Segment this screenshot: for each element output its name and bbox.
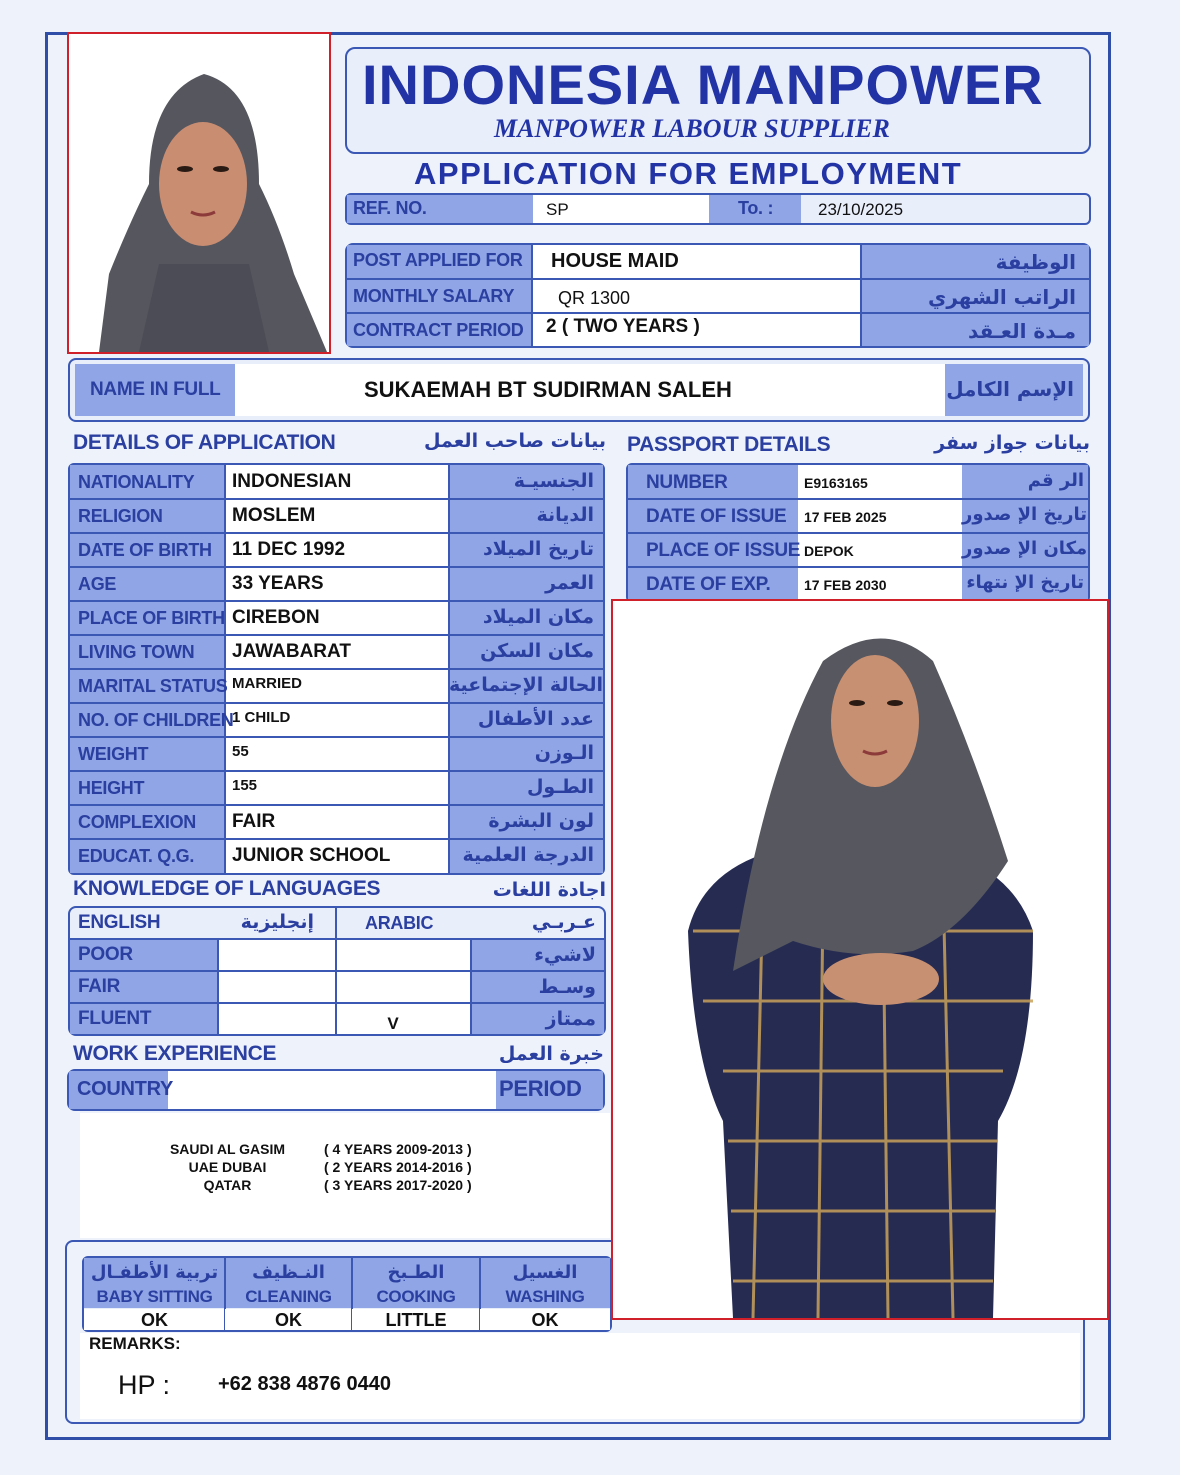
detail-arabic: العمر xyxy=(545,572,594,594)
detail-arabic: تاريخ الميلاد xyxy=(483,538,594,560)
divider xyxy=(70,970,604,972)
post-label: POST APPLIED FOR xyxy=(353,250,523,270)
salary-value: QR 1300 xyxy=(558,288,631,308)
passport-heading-arabic: بيانات جواز سفر xyxy=(934,432,1090,454)
detail-arabic: الدرجة العلمية xyxy=(462,844,594,866)
passport-label: DATE OF EXP. xyxy=(646,574,771,595)
ref-value: SP xyxy=(546,200,569,219)
country-label: COUNTRY xyxy=(77,1078,174,1100)
detail-arabic: عدد الأطفال xyxy=(477,708,594,730)
contract-label: CONTRACT PERIOD xyxy=(353,320,524,340)
divider xyxy=(70,532,603,534)
language-level-arabic: ممتاز xyxy=(545,1008,596,1030)
detail-value: INDONESIAN xyxy=(232,471,352,492)
post-arabic: الوظيفة xyxy=(995,250,1076,274)
detail-label: LIVING TOWN xyxy=(78,642,195,662)
contract-arabic: مـدة العـقد xyxy=(968,319,1076,343)
divider xyxy=(347,312,1089,314)
passport-arabic: تاريخ الإ صدور xyxy=(962,504,1088,525)
passport-arabic: الر قم xyxy=(1027,470,1084,491)
passport-value: DEPOK xyxy=(804,543,854,559)
divider xyxy=(70,736,603,738)
detail-value: MOSLEM xyxy=(232,505,316,526)
passport-arabic: تاريخ الإ نتهاء xyxy=(966,572,1084,593)
details-heading-arabic: بيانات صاحب العمل xyxy=(424,430,606,452)
detail-arabic: الطـول xyxy=(526,776,594,798)
divider xyxy=(628,532,1088,534)
detail-value: JUNIOR SCHOOL xyxy=(232,845,391,866)
details-heading: DETAILS OF APPLICATION xyxy=(73,431,336,454)
detail-label: RELIGION xyxy=(78,506,163,526)
detail-label: EDUCAT. Q.G. xyxy=(78,846,195,866)
ref-label: REF. NO. xyxy=(353,198,427,218)
portrait-full-image xyxy=(613,601,1107,1318)
work-heading: WORK EXPERIENCE xyxy=(73,1042,277,1065)
divider xyxy=(860,245,862,346)
work-period: ( 2 YEARS 2014-2016 ) xyxy=(324,1159,472,1175)
detail-arabic: لون البشرة xyxy=(488,810,594,832)
salary-arabic: الراتب الشهري xyxy=(928,285,1076,309)
skill-arabic: الغسيل xyxy=(512,1262,578,1283)
name-arabic: الإسم الكامل xyxy=(946,377,1074,401)
detail-arabic: الديانة xyxy=(536,504,594,526)
skill-value: OK xyxy=(141,1310,168,1330)
detail-arabic: الـوزن xyxy=(534,742,594,764)
detail-value: 55 xyxy=(232,743,249,760)
detail-value: 33 YEARS xyxy=(232,573,324,594)
detail-label: COMPLEXION xyxy=(78,812,197,832)
skill-value: LITTLE xyxy=(385,1310,447,1330)
language-level-label: FLUENT xyxy=(78,1008,152,1029)
detail-arabic: مكان الميلاد xyxy=(482,606,594,628)
language-level-label: FAIR xyxy=(78,976,121,997)
skill-arabic: النـظيف xyxy=(252,1262,325,1283)
divider xyxy=(347,278,1089,280)
passport-arabic: مكان الإ صدور xyxy=(962,538,1088,559)
passport-label: PLACE OF ISSUE xyxy=(646,540,801,561)
to-label: To. : xyxy=(738,198,774,218)
company-subtitle: MANPOWER LABOUR SUPPLIER xyxy=(494,114,890,143)
english-arabic: إنجليزية xyxy=(240,911,314,933)
detail-value: 1 CHILD xyxy=(232,709,291,726)
to-date: 23/10/2025 xyxy=(818,200,904,219)
detail-label: MARITAL STATUS xyxy=(78,676,228,696)
divider xyxy=(70,566,603,568)
detail-value: 155 xyxy=(232,777,258,794)
work-country: QATAR xyxy=(203,1177,252,1193)
languages-heading-arabic: اجادة اللغات xyxy=(492,879,606,901)
divider xyxy=(70,600,603,602)
arabic-label: ARABIC xyxy=(365,913,434,933)
detail-label: AGE xyxy=(78,574,117,594)
work-country: SAUDI AL GASIM xyxy=(169,1141,286,1157)
divider xyxy=(70,498,603,500)
divider xyxy=(628,566,1088,568)
work-period: ( 4 YEARS 2009-2013 ) xyxy=(324,1141,472,1157)
detail-arabic: الحالة الإجتماعية xyxy=(449,674,603,696)
remarks-label: REMARKS: xyxy=(89,1334,181,1353)
languages-heading: KNOWLEDGE OF LANGUAGES xyxy=(73,877,381,900)
passport-label: NUMBER xyxy=(646,472,728,493)
divider xyxy=(70,668,603,670)
portrait-small-image xyxy=(69,34,329,352)
country-value-cell xyxy=(168,1071,496,1109)
language-level-label: POOR xyxy=(78,944,133,965)
divider xyxy=(70,804,603,806)
contract-value: 2 ( TWO YEARS ) xyxy=(546,316,700,337)
detail-label: DATE OF BIRTH xyxy=(78,540,212,560)
work-country: UAE DUBAI xyxy=(188,1159,267,1175)
detail-value: FAIR xyxy=(232,811,276,832)
skill-arabic: تربية الأطفـال xyxy=(90,1262,219,1283)
detail-value: MARRIED xyxy=(232,675,302,692)
detail-label: NATIONALITY xyxy=(78,472,195,492)
detail-value: 11 DEC 1992 xyxy=(232,539,346,560)
salary-label: MONTHLY SALARY xyxy=(353,286,515,306)
divider xyxy=(70,1002,604,1004)
language-level-arabic: لاشيء xyxy=(534,944,596,966)
detail-value: CIREBON xyxy=(232,607,320,628)
detail-arabic: الجنسيـة xyxy=(513,470,594,492)
language-level-arabic: وسـط xyxy=(538,976,596,998)
detail-value: JAWABARAT xyxy=(232,641,351,662)
english-label: ENGLISH xyxy=(78,912,161,933)
hp-label: HP : xyxy=(118,1370,171,1400)
divider xyxy=(70,634,603,636)
skill-label: BABY SITTING xyxy=(96,1287,213,1306)
name-label: NAME IN FULL xyxy=(90,379,221,400)
divider xyxy=(628,498,1088,500)
arabic-arabic: عـربـي xyxy=(531,911,596,933)
full-body-photo xyxy=(611,599,1109,1320)
company-title: INDONESIA MANPOWER xyxy=(362,53,1044,116)
work-heading-arabic: خبرة العمل xyxy=(498,1043,604,1065)
detail-arabic: مكان السكن xyxy=(480,640,594,662)
skill-label: WASHING xyxy=(505,1287,585,1306)
post-value: HOUSE MAID xyxy=(551,250,679,272)
skill-arabic: الطـبخ xyxy=(387,1262,445,1283)
detail-label: NO. OF CHILDREN xyxy=(78,710,234,730)
divider xyxy=(217,940,219,1034)
passport-label: DATE OF ISSUE xyxy=(646,506,787,527)
divider xyxy=(70,838,603,840)
period-label: PERIOD xyxy=(499,1076,582,1101)
arabic-level-mark: V xyxy=(387,1014,399,1033)
passport-value: 17 FEB 2025 xyxy=(804,509,887,525)
skill-label: COOKING xyxy=(376,1287,456,1306)
passport-heading: PASSPORT DETAILS xyxy=(627,433,831,456)
divider xyxy=(70,938,604,940)
passport-value: E9163165 xyxy=(804,475,868,491)
work-entries-area xyxy=(80,1113,610,1238)
full-name: SUKAEMAH BT SUDIRMAN SALEH xyxy=(364,377,732,402)
work-period: ( 3 YEARS 2017-2020 ) xyxy=(324,1177,472,1193)
passport-photo xyxy=(67,32,331,354)
divider xyxy=(70,702,603,704)
detail-label: WEIGHT xyxy=(78,744,149,764)
form-title: APPLICATION FOR EMPLOYMENT xyxy=(414,156,963,191)
detail-label: PLACE OF BIRTH xyxy=(78,608,225,628)
phone-number: +62 838 4876 0440 xyxy=(218,1373,391,1395)
divider xyxy=(70,770,603,772)
skill-label: CLEANING xyxy=(245,1287,332,1306)
passport-value: 17 FEB 2030 xyxy=(804,577,887,593)
skill-value: OK xyxy=(275,1310,302,1330)
detail-label: HEIGHT xyxy=(78,778,145,798)
divider xyxy=(531,245,533,346)
skill-value: OK xyxy=(531,1310,559,1330)
